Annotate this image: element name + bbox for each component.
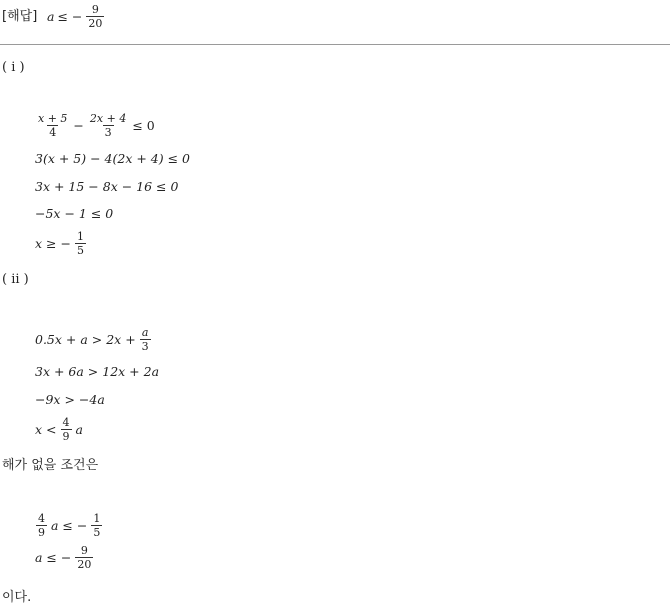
case2-line4-num: 4 <box>62 416 70 429</box>
case1-line1 <box>35 112 155 139</box>
case1-line1-fraction2-den: 3 <box>104 126 112 139</box>
case1-line5-num: 1 <box>76 230 84 243</box>
case2-line1-den: 3 <box>141 340 149 353</box>
condition-line1-mid: a ≤ − <box>51 518 88 533</box>
condition-line1 <box>35 512 103 539</box>
case1-label: ( i ) <box>2 60 25 75</box>
case1-line4: −5x − 1 ≤ 0 <box>35 206 114 221</box>
case2-label: ( ii ) <box>2 272 29 287</box>
conclusion-text: 이다. <box>2 590 32 605</box>
case1-line1-fraction1-den: 4 <box>49 126 57 139</box>
answer-relation: ≤ − <box>57 9 83 24</box>
case2-line1 <box>35 326 152 353</box>
case1-line5-den: 5 <box>76 244 84 257</box>
case2-line3: −9x > −4a <box>35 392 105 407</box>
case1-line1-fraction2-num: 2x + 4 <box>89 112 127 125</box>
case2-line2: 3x + 6a > 12x + 2a <box>35 364 160 379</box>
case2-line1-left: 0.5x + a > 2x + <box>35 332 136 347</box>
condition-line2-left: a ≤ − <box>35 550 72 565</box>
answer-expression <box>47 3 105 30</box>
condition-line2 <box>35 544 94 571</box>
case1-line1-fraction2 <box>88 112 128 139</box>
case1-line2: 3(x + 5) − 4(2x + 4) ≤ 0 <box>35 151 191 166</box>
condition-text: 해가 없을 조건은 <box>2 458 99 473</box>
case1-line1-relation: ≤ 0 <box>132 118 155 133</box>
case2-line4-right: a <box>75 422 83 437</box>
answer-denominator: 20 <box>88 17 103 30</box>
case1-line1-fraction1-num: x + 5 <box>38 112 68 125</box>
divider <box>0 44 670 45</box>
case1-line1-minus: − <box>73 118 84 133</box>
condition-line1-fraction2 <box>91 512 102 539</box>
condition-line2-fraction <box>75 544 93 571</box>
case2-line4 <box>35 416 83 443</box>
case2-line4-den: 9 <box>62 430 70 443</box>
case2-line1-num: a <box>141 326 149 339</box>
answer-fraction <box>86 3 104 30</box>
condition-line1-fraction1 <box>36 512 47 539</box>
case1-line1-fraction1 <box>36 112 69 139</box>
condition-line1-num1: 4 <box>38 512 45 525</box>
case2-line1-fraction <box>140 326 151 353</box>
case2-line4-fraction <box>61 416 72 443</box>
condition-line1-den1: 9 <box>38 526 45 539</box>
case1-line5 <box>35 230 87 257</box>
case1-line5-left: x ≥ − <box>35 236 71 251</box>
case1-line5-fraction <box>75 230 86 257</box>
case2-line4-left: x < <box>35 422 57 437</box>
condition-line2-den: 20 <box>77 558 92 571</box>
answer-numerator: 9 <box>91 3 99 16</box>
case1-line3: 3x + 15 − 8x − 16 ≤ 0 <box>35 179 179 194</box>
condition-line1-num2: 1 <box>93 512 101 525</box>
condition-line1-den2: 5 <box>93 526 101 539</box>
answer-label: [해답] <box>2 9 38 24</box>
condition-line2-num: 9 <box>80 544 88 557</box>
answer-variable: a <box>47 9 55 24</box>
